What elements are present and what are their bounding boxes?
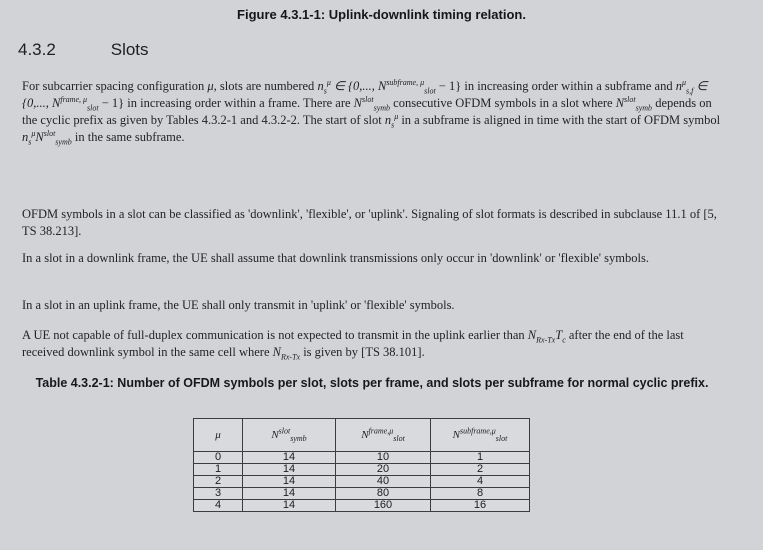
table-cell: 14 — [243, 500, 336, 512]
slot-index-math: $n_s^\mu$ — [317, 77, 331, 96]
table-cell: 2 — [194, 476, 243, 488]
table-cell: 1 — [194, 464, 243, 476]
text-run: after the end of the last received downlink symbol in the same cell where — [22, 328, 684, 359]
text-run: − 1} in increasing order within a subframe and — [438, 79, 673, 93]
text-run: A UE not capable of full-duplex communication is not expected to transmit in the uplink earlier than — [22, 328, 525, 342]
header-subframe-slots: $N^{subframe,\mu}_{slot}$ — [431, 419, 530, 452]
slots-table — [193, 418, 530, 512]
table-row — [194, 488, 530, 500]
paragraph-slot-numbering — [22, 78, 722, 146]
table-cell: 8 — [431, 488, 530, 500]
table-caption: Table 4.3.2-1: Number of OFDM symbols per slot, slots per frame, and slots per subframe for normal cyclic prefix. — [35, 376, 709, 390]
text-run: in a subframe is aligned in time with the start of OFDM symbol — [401, 113, 721, 127]
table-cell: 14 — [243, 488, 336, 500]
table-cell: 80 — [336, 488, 431, 500]
frame-slot-index-math: $n^\mu_{s,f}$ — [675, 77, 694, 96]
mu-symbol: μ — [207, 79, 214, 93]
nrx-tx-math-2: $N_{Rx-Tx}$ — [272, 345, 301, 362]
table-cell: 14 — [243, 464, 336, 476]
slot-symbol-math: $n_s^\mu$ — [384, 111, 399, 130]
table-row — [194, 500, 530, 512]
nsymb-math-2: $N^{slot}_{symb}$ — [615, 94, 653, 113]
nrx-tx-math: $N_{Rx-Tx}T_c$ — [527, 328, 566, 345]
text-run: depends on the cyclic prefix as given by Tables 4.3.2-1 and 4.3.2-2. The start of slot — [22, 96, 712, 127]
nsymb-math: $N^{slot}_{symb}$ — [353, 94, 391, 113]
table-cell: 160 — [336, 500, 431, 512]
frame-slot-range-math: ∈ {0,..., $N^{frame, \mu}_{slot}$ — [22, 79, 708, 113]
table-cell: 20 — [336, 464, 431, 476]
table-cell: 40 — [336, 476, 431, 488]
figure-caption: Figure 4.3.1-1: Uplink-downlink timing relation. — [237, 7, 526, 22]
table-row — [194, 476, 530, 488]
table-row — [194, 464, 530, 476]
section-title: Slots — [110, 40, 149, 59]
table-cell: 3 — [194, 488, 243, 500]
table-cell: 0 — [194, 452, 243, 464]
slot-range-math: ∈ {0,..., $N^{subframe, \mu}_{slot}$ — [333, 77, 436, 96]
section-heading — [18, 40, 149, 60]
section-number: 4.3.2 — [18, 40, 56, 59]
table-header-row — [194, 419, 530, 452]
paragraph-symbol-classification: OFDM symbols in a slot can be classified as 'downlink', 'flexible', or 'uplink'. Signaling of slot formats is described in subclause 11.1 of [5, TS 38.213]. — [22, 207, 717, 238]
table-cell: 14 — [243, 476, 336, 488]
table-cell: 10 — [336, 452, 431, 464]
table-cell: 16 — [431, 500, 530, 512]
table-row — [194, 452, 530, 464]
text-run: , slots are numbered — [213, 79, 315, 93]
text-run: is given by [TS 38.101]. — [303, 345, 425, 359]
header-frame-slots: $N^{frame,\mu}_{slot}$ — [336, 419, 431, 452]
text-run: − 1} in increasing order within a frame. There are — [101, 96, 351, 110]
text-run: For subcarrier spacing configuration — [22, 79, 205, 93]
paragraph-uplink-frame: In a slot in an uplink frame, the UE shall only transmit in 'uplink' or 'flexible' symbols. — [22, 298, 455, 312]
table-cell: 4 — [431, 476, 530, 488]
text-run: consecutive OFDM symbols in a slot where — [393, 96, 613, 110]
table-cell: 4 — [194, 500, 243, 512]
table-cell: 2 — [431, 464, 530, 476]
text-run: in the same subframe. — [74, 130, 185, 144]
table-cell: 14 — [243, 452, 336, 464]
header-mu: μ — [194, 419, 243, 452]
ofdm-start-math: $n_s^\mu N^{slot}_{symb}$ — [22, 128, 72, 147]
header-nsymb: $N^{slot}_{symb}$ — [243, 419, 336, 452]
paragraph-downlink-frame: In a slot in a downlink frame, the UE shall assume that downlink transmissions only occur in 'downlink' or 'flexible' symbols. — [22, 251, 649, 265]
table-cell: 1 — [431, 452, 530, 464]
paragraph-full-duplex — [22, 327, 722, 361]
